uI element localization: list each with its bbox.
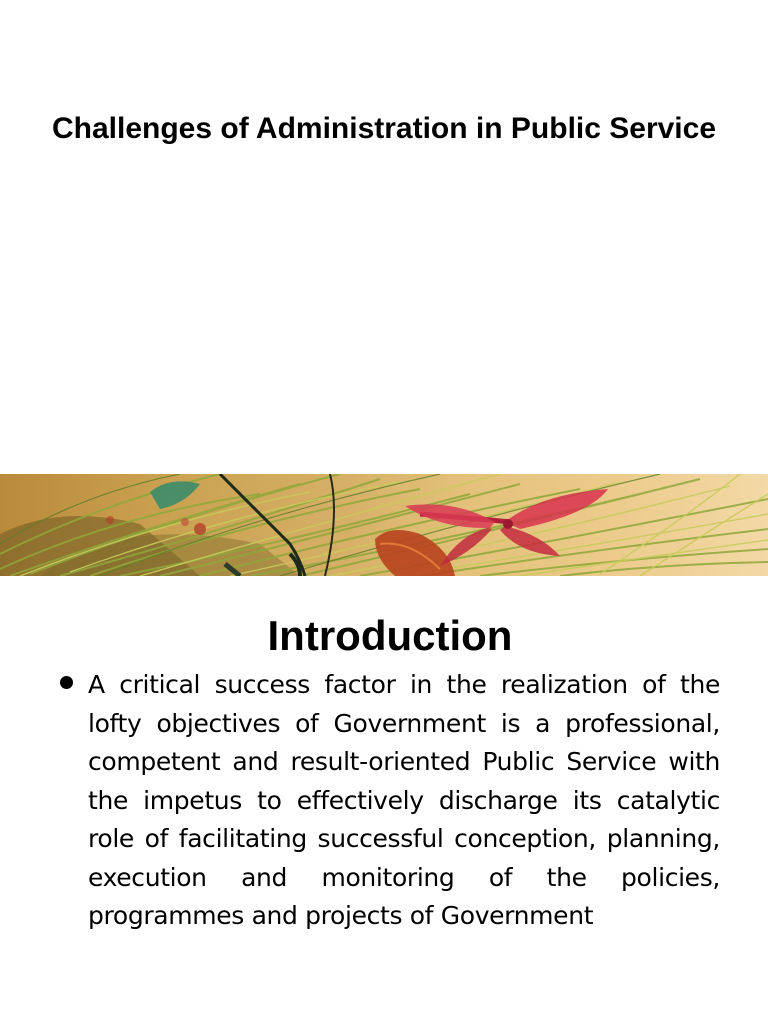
bullet-icon (60, 676, 73, 689)
slide-title: Challenges of Administration in Public Service (51, 112, 717, 145)
introduction-slide (0, 576, 768, 1024)
list-item (58, 666, 720, 936)
banner-image (0, 474, 768, 576)
bullet-text: A critical success factor in the realization of the lofty objectives of Government is a professional, competent and result-oriented Public Service with the impetus to effectively discharge its catalytic role of facilitating successful conception, planning, execution and monitoring of the policies, programmes and projects of Government (88, 670, 720, 930)
section-title: Introduction (267, 612, 513, 659)
bullet-list (58, 666, 720, 936)
grass-dragonfly-illustration (0, 474, 768, 576)
title-slide (0, 0, 768, 474)
